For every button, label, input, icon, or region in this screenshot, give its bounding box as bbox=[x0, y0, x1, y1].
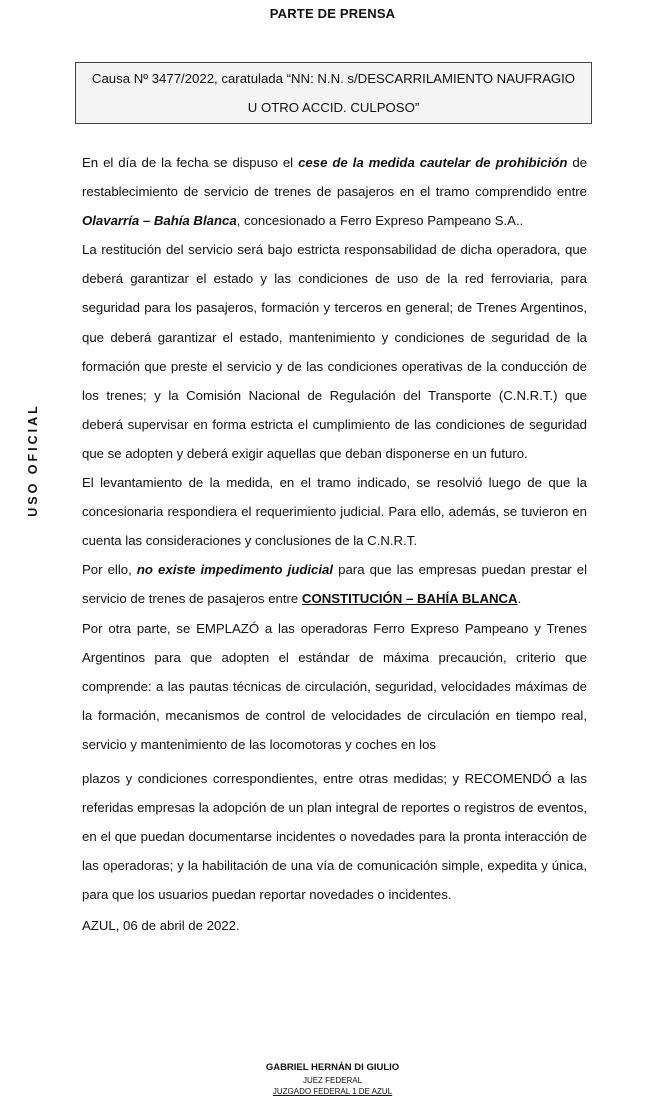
case-caption-line-1: Causa Nº 3477/2022, caratulada “NN: N.N. s/DESCARRILAMIENTO NAUFRAGIO bbox=[91, 71, 576, 86]
official-use-label bbox=[22, 398, 44, 522]
page-title: PARTE DE PRENSA bbox=[269, 6, 396, 21]
emphasis-route-constitucion: CONSTITUCIÓN – BAHÍA BLANCA bbox=[301, 591, 518, 607]
emphasis-no-impediment: no existe impedimento judicial bbox=[136, 562, 334, 578]
paragraph-4: Por ello, no existe impedimento judicial para que las empresas puedan prestar el servicio de trenes de pasajeros entre CONSTITUCIÓN – BAHÍA BLANCA. bbox=[82, 562, 587, 607]
signer-role: JUEZ FEDERAL bbox=[302, 1076, 363, 1085]
signature-block bbox=[0, 1061, 665, 1097]
date-line: AZUL, 06 de abril de 2022. bbox=[82, 918, 240, 934]
emphasis-measure: cese de la medida cautelar de prohibición bbox=[298, 155, 568, 170]
paragraph-3: El levantamiento de la medida, en el tramo indicado, se resolvió luego de que la concesionaria respondiera el requerimiento judicial. Para ello, además, se tuvieron en cuenta las consideraciones y conclusiones de la C.N.R.T. bbox=[82, 475, 587, 549]
paragraph-5b: plazos y condiciones correspondientes, entre otras medidas; y RECOMENDÓ a las referidas empresas la adopción de un plan integral de reportes o registros de eventos, en el que puedan documentarse incidentes o novedades para la pronta interacción de las operadoras; y la habilitación de una vía de comunicación simple, expedita y única, para que los usuarios puedan reportar novedades o incidentes. bbox=[82, 770, 587, 903]
paragraph-2: La restitución del servicio será bajo estricta responsabilidad de dicha operadora, que deberá garantizar el estado y las condiciones de uso de la red ferroviaria, para seguridad para los pasajeros, formación y terceros en general; de Trenes Argentinos, que deberá garantizar el estado, mantenimiento y condiciones de seguridad de la formación que preste el servicio y de las condiciones operativas de la conducción de los trenes; y la Comisión Nacional de Regulación del Transporte (C.N.R.T.) que deberá supervisar en forma estricta el cumplimiento de las condiciones de seguridad que se adopten y deberá exigir aquellas que deban disponerse en un futuro. bbox=[82, 242, 587, 461]
signer-court: JUZGADO FEDERAL 1 DE AZUL bbox=[272, 1087, 393, 1096]
paragraph-5a: Por otra parte, se EMPLAZÓ a las operadoras Ferro Expreso Pampeano y Trenes Argentinos para que adopten el estándar de máxima precaución, criterio que comprende: a las pautas técnicas de circulación, seguridad, velocidades máximas de la formación, mecanismos de control de velocidades de circulación en tiempo real, servicio y mantenimiento de las locomotoras y coches en los bbox=[82, 620, 587, 752]
signer-name: GABRIEL HERNÁN DI GIULIO bbox=[265, 1062, 400, 1073]
case-caption-box bbox=[75, 62, 592, 124]
paragraph-1: En el día de la fecha se dispuso el cese de la medida cautelar de prohibición de restablecimiento de servicio de trenes de pasajeros en el tramo comprendido entre Olavarría – Bahía Blanca, concesionado a Ferro Expreso Pampeano S.A.. bbox=[82, 155, 588, 229]
emphasis-route: Olavarría – Bahía Blanca bbox=[82, 213, 237, 229]
case-caption-line-2: U OTRO ACCID. CULPOSO” bbox=[247, 100, 420, 115]
press-release-body bbox=[82, 148, 587, 941]
official-use-text: USO OFICIAL bbox=[26, 403, 40, 517]
